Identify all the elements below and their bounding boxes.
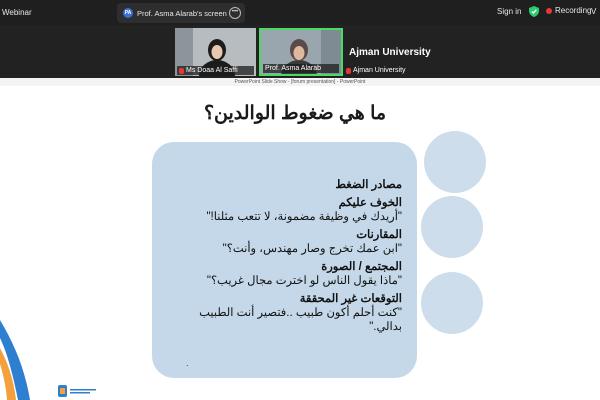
slide-footnote: . — [186, 358, 189, 368]
participant-name-tag — [177, 66, 254, 75]
bullet-heading: الخوف عليكم — [338, 197, 402, 209]
organization-name: Ajman University — [349, 47, 431, 58]
record-dot-icon — [546, 8, 552, 14]
decorative-circle — [421, 272, 483, 334]
app-title: Webinar — [2, 8, 32, 17]
decorative-circle — [421, 196, 483, 258]
slideshow-window-title: PowerPoint Slide Show - [forum presentation] - PowerPoint — [0, 78, 600, 86]
tab-label: Prof. Asma Alarab's screen — [137, 8, 227, 18]
shield-check-icon — [529, 6, 539, 17]
presenter-avatar: PA — [124, 10, 132, 16]
sign-in-button[interactable]: Sign in — [497, 7, 522, 16]
recording-indicator — [546, 6, 591, 15]
bullet-quote: "أريدك في وظيفة مضمونة، لا تتعب مثلنا!" — [206, 211, 402, 223]
bullet-quote: "كنت أحلم أكون طبيب ..فتصير أنت الطبيب — [199, 307, 402, 319]
bullet-heading: المجتمع / الصورة — [321, 261, 402, 273]
slide-title: ما هي ضغوط الوالدين؟ — [203, 103, 387, 124]
more-options-icon[interactable]: ••• — [229, 7, 241, 19]
bullet-quote: بدالي." — [369, 321, 402, 333]
bullet-heading: التوقعات غير المحققة — [299, 293, 402, 305]
organization-label: Ajman University — [353, 67, 406, 74]
participant-tile[interactable] — [175, 28, 256, 76]
bullet-quote: "ماذا يقول الناس لو اخترت مجال غريب؟" — [206, 275, 402, 287]
section-heading: مصادر الضغط — [335, 179, 402, 191]
participant-name-tag — [263, 64, 339, 73]
recording-label: Recording — [555, 6, 592, 15]
university-logo — [58, 384, 98, 398]
presentation-slide — [0, 86, 600, 400]
organization-tag — [346, 67, 406, 74]
bullet-heading: المقارنات — [356, 229, 402, 241]
decorative-circle — [424, 131, 486, 193]
participant-name: Ms Doaa Al Saffi — [186, 67, 238, 74]
participant-name: Prof. Asma Alarab — [265, 65, 322, 72]
slide-corner-decoration — [0, 290, 60, 400]
truncated-menu-item[interactable]: V — [591, 7, 597, 16]
participant-tile-active[interactable] — [259, 28, 343, 76]
mic-muted-icon — [346, 68, 351, 74]
bullet-quote: "ابن عمك تخرج وصار مهندس، وأنت؟" — [222, 243, 402, 255]
screen-share-tab[interactable] — [117, 3, 245, 23]
slide-body — [178, 178, 402, 334]
top-bar — [0, 0, 600, 25]
mic-muted-icon — [179, 68, 184, 74]
